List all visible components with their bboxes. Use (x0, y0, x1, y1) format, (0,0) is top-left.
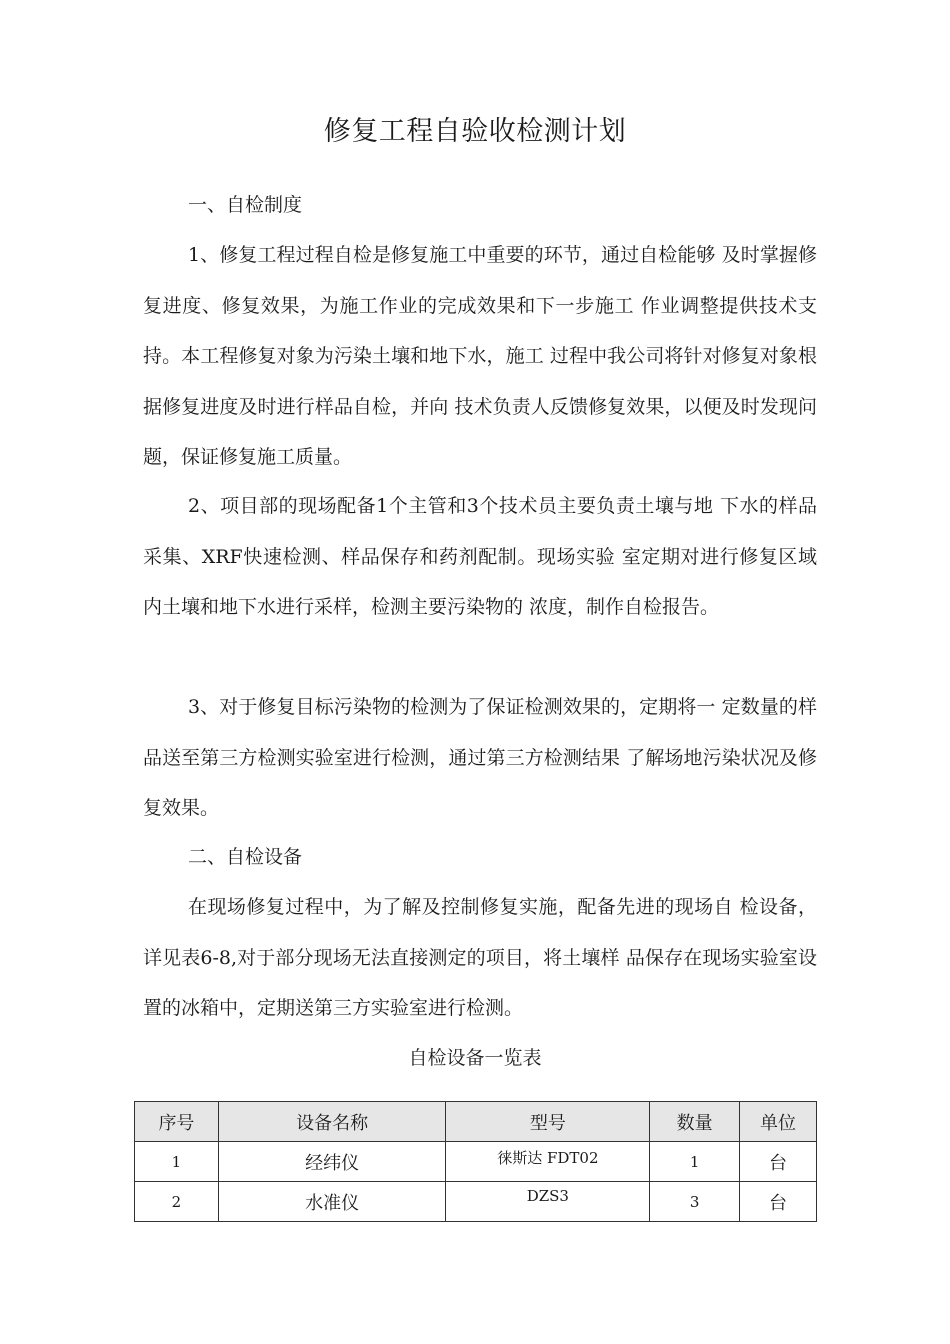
cell-quantity: 3 (650, 1182, 740, 1222)
cell-model: DZS3 (446, 1182, 650, 1222)
header-index: 序号 (135, 1102, 219, 1142)
header-equipment-name: 设备名称 (218, 1102, 446, 1142)
equipment-table (134, 1101, 817, 1222)
cell-index: 1 (135, 1142, 219, 1182)
document-title: 修复工程自验收检测计划 (323, 116, 627, 147)
cell-unit: 台 (740, 1142, 817, 1182)
cell-equipment-name: 经纬仪 (218, 1142, 446, 1182)
cell-unit: 台 (740, 1182, 817, 1222)
header-model: 型号 (446, 1102, 650, 1142)
table-header-row (135, 1102, 817, 1142)
cell-model: 徕斯达 FDT02 (446, 1142, 650, 1182)
header-unit: 单位 (740, 1102, 817, 1142)
table-row (135, 1182, 817, 1222)
paragraph-2 (143, 481, 817, 633)
paragraph-1 (143, 230, 817, 483)
header-quantity: 数量 (650, 1102, 740, 1142)
paragraph-4-text: 在现场修复过程中，为了解及控制修复实施，配备先进的现场自 检设备，详见表6-8,对于部分现场无法直接测定的项目，将土壤样 品保存在现场实验室设置的冰箱中，定期送第三方实验室进行检测。 (143, 896, 817, 1019)
table-row (135, 1142, 817, 1182)
section-heading-self-inspection-system: 一、自检制度 (188, 194, 303, 216)
cell-quantity: 1 (650, 1142, 740, 1182)
paragraph-3 (143, 682, 817, 834)
section-heading-self-inspection-equipment: 二、自检设备 (188, 846, 303, 868)
paragraph-2-text: 2、项目部的现场配备1个主管和3个技术员主要负责土壤与地 下水的样品采集、XRF快速检测、样品保存和药剂配制。现场实验 室定期对进行修复区域内土壤和地下水进行采样，检测主要污染物的 浓度，制作自检报告。 (143, 495, 817, 618)
paragraph-1-text: 1、修复工程过程自检是修复施工中重要的环节，通过自检能够 及时掌握修复进度、修复效果，为施工作业的完成效果和下一步施工 作业调整提供技术支持。本工程修复对象为污染土壤和地下水，施工 过程中我公司将针对修复对象根据修复进度及时进行样品自检，并向 技术负责人反馈修复效果，以便及时发现问题，保证修复施工质量。 (143, 244, 817, 468)
paragraph-4 (143, 882, 817, 1034)
cell-equipment-name: 水准仪 (218, 1182, 446, 1222)
paragraph-3-text: 3、对于修复目标污染物的检测为了保证检测效果的，定期将一 定数量的样品送至第三方检测实验室进行检测，通过第三方检测结果 了解场地污染状况及修复效果。 (143, 696, 817, 819)
cell-index: 2 (135, 1182, 219, 1222)
table-caption: 自检设备一览表 (408, 1047, 542, 1069)
